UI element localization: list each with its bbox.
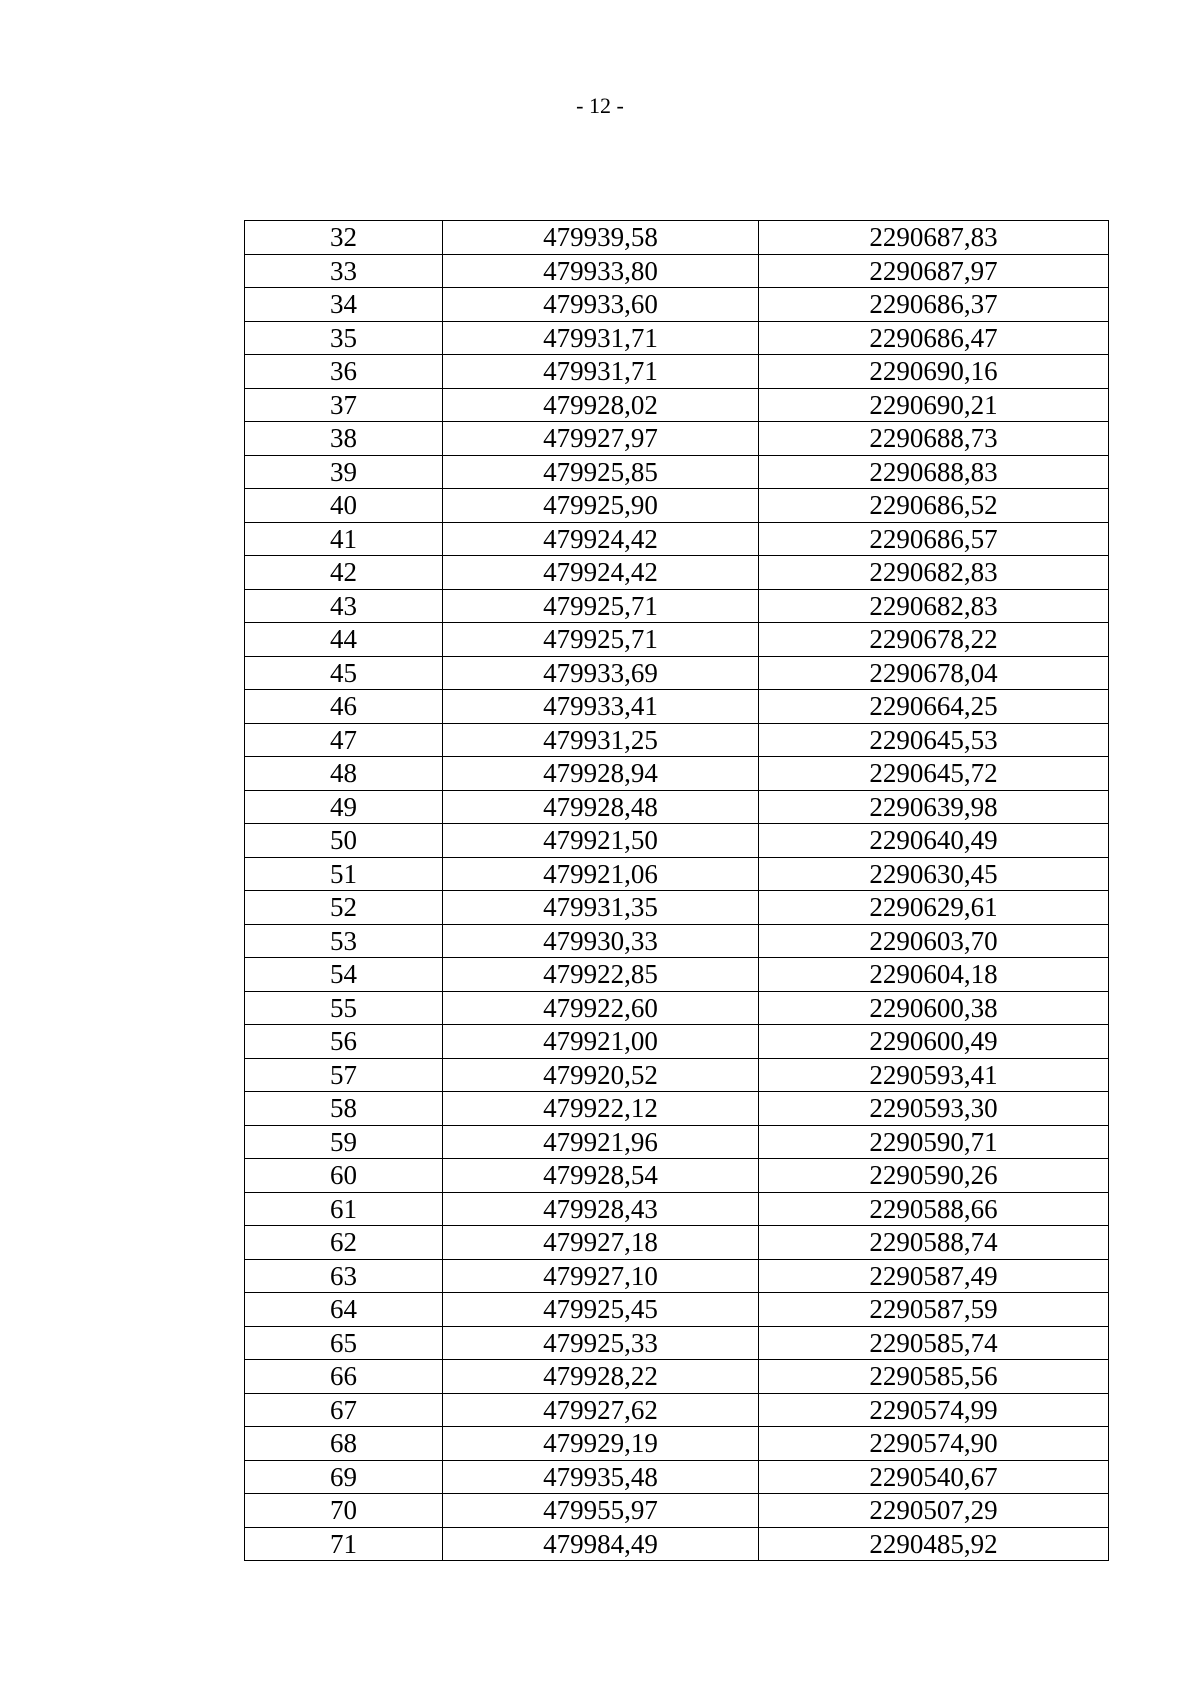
x-coordinate-cell: 479935,48: [443, 1460, 759, 1494]
y-coordinate-cell: 2290507,29: [759, 1494, 1109, 1528]
y-coordinate-cell: 2290645,53: [759, 723, 1109, 757]
x-coordinate-cell: 479925,33: [443, 1326, 759, 1360]
table-row: [245, 355, 1109, 389]
x-coordinate-cell: 479927,62: [443, 1393, 759, 1427]
point-number-cell: 69: [245, 1460, 443, 1494]
x-coordinate-cell: 479921,96: [443, 1125, 759, 1159]
x-coordinate-cell: 479933,69: [443, 656, 759, 690]
x-coordinate-cell: 479922,12: [443, 1092, 759, 1126]
y-coordinate-cell: 2290574,99: [759, 1393, 1109, 1427]
y-coordinate-cell: 2290587,59: [759, 1293, 1109, 1327]
x-coordinate-cell: 479928,48: [443, 790, 759, 824]
point-number-cell: 62: [245, 1226, 443, 1260]
point-number-cell: 64: [245, 1293, 443, 1327]
x-coordinate-cell: 479921,50: [443, 824, 759, 858]
y-coordinate-cell: 2290690,16: [759, 355, 1109, 389]
y-coordinate-cell: 2290603,70: [759, 924, 1109, 958]
table-row: [245, 1025, 1109, 1059]
table-row: [245, 991, 1109, 1025]
y-coordinate-cell: 2290600,49: [759, 1025, 1109, 1059]
x-coordinate-cell: 479928,94: [443, 757, 759, 791]
table-row: [245, 1226, 1109, 1260]
table-row: [245, 489, 1109, 523]
point-number-cell: 47: [245, 723, 443, 757]
y-coordinate-cell: 2290600,38: [759, 991, 1109, 1025]
point-number-cell: 32: [245, 221, 443, 255]
point-number-cell: 51: [245, 857, 443, 891]
point-number-cell: 41: [245, 522, 443, 556]
point-number-cell: 61: [245, 1192, 443, 1226]
x-coordinate-cell: 479924,42: [443, 556, 759, 590]
table-row: [245, 288, 1109, 322]
point-number-cell: 66: [245, 1360, 443, 1394]
table-row: [245, 1527, 1109, 1561]
point-number-cell: 38: [245, 422, 443, 456]
table-row: [245, 723, 1109, 757]
table-row: [245, 1092, 1109, 1126]
point-number-cell: 53: [245, 924, 443, 958]
point-number-cell: 37: [245, 388, 443, 422]
y-coordinate-cell: 2290688,83: [759, 455, 1109, 489]
table-row: [245, 321, 1109, 355]
point-number-cell: 58: [245, 1092, 443, 1126]
table-row: [245, 623, 1109, 657]
x-coordinate-cell: 479931,25: [443, 723, 759, 757]
y-coordinate-cell: 2290687,83: [759, 221, 1109, 255]
x-coordinate-cell: 479925,71: [443, 623, 759, 657]
x-coordinate-cell: 479921,06: [443, 857, 759, 891]
table-row: [245, 455, 1109, 489]
table-row: [245, 1494, 1109, 1528]
x-coordinate-cell: 479928,43: [443, 1192, 759, 1226]
point-number-cell: 54: [245, 958, 443, 992]
y-coordinate-cell: 2290686,47: [759, 321, 1109, 355]
y-coordinate-cell: 2290585,56: [759, 1360, 1109, 1394]
y-coordinate-cell: 2290639,98: [759, 790, 1109, 824]
point-number-cell: 33: [245, 254, 443, 288]
x-coordinate-cell: 479927,18: [443, 1226, 759, 1260]
x-coordinate-cell: 479925,71: [443, 589, 759, 623]
table-row: [245, 388, 1109, 422]
table-row: [245, 1360, 1109, 1394]
table-row: [245, 221, 1109, 255]
y-coordinate-cell: 2290690,21: [759, 388, 1109, 422]
x-coordinate-cell: 479920,52: [443, 1058, 759, 1092]
table-row: [245, 1393, 1109, 1427]
table-row: [245, 958, 1109, 992]
point-number-cell: 56: [245, 1025, 443, 1059]
point-number-cell: 35: [245, 321, 443, 355]
y-coordinate-cell: 2290540,67: [759, 1460, 1109, 1494]
x-coordinate-cell: 479933,80: [443, 254, 759, 288]
table-row: [245, 857, 1109, 891]
y-coordinate-cell: 2290645,72: [759, 757, 1109, 791]
table-row: [245, 1259, 1109, 1293]
x-coordinate-cell: 479921,00: [443, 1025, 759, 1059]
coordinates-table-body: [245, 221, 1109, 1561]
y-coordinate-cell: 2290664,25: [759, 690, 1109, 724]
y-coordinate-cell: 2290678,22: [759, 623, 1109, 657]
point-number-cell: 63: [245, 1259, 443, 1293]
point-number-cell: 40: [245, 489, 443, 523]
x-coordinate-cell: 479928,54: [443, 1159, 759, 1193]
y-coordinate-cell: 2290629,61: [759, 891, 1109, 925]
point-number-cell: 34: [245, 288, 443, 322]
y-coordinate-cell: 2290587,49: [759, 1259, 1109, 1293]
table-row: [245, 1326, 1109, 1360]
x-coordinate-cell: 479933,41: [443, 690, 759, 724]
y-coordinate-cell: 2290682,83: [759, 556, 1109, 590]
y-coordinate-cell: 2290678,04: [759, 656, 1109, 690]
table-row: [245, 824, 1109, 858]
x-coordinate-cell: 479929,19: [443, 1427, 759, 1461]
table-row: [245, 924, 1109, 958]
y-coordinate-cell: 2290593,41: [759, 1058, 1109, 1092]
x-coordinate-cell: 479931,71: [443, 321, 759, 355]
table-row: [245, 656, 1109, 690]
table-row: [245, 891, 1109, 925]
point-number-cell: 70: [245, 1494, 443, 1528]
point-number-cell: 39: [245, 455, 443, 489]
table-row: [245, 1159, 1109, 1193]
x-coordinate-cell: 479928,22: [443, 1360, 759, 1394]
y-coordinate-cell: 2290590,26: [759, 1159, 1109, 1193]
point-number-cell: 59: [245, 1125, 443, 1159]
x-coordinate-cell: 479955,97: [443, 1494, 759, 1528]
table-row: [245, 1192, 1109, 1226]
point-number-cell: 71: [245, 1527, 443, 1561]
table-row: [245, 790, 1109, 824]
y-coordinate-cell: 2290686,57: [759, 522, 1109, 556]
y-coordinate-cell: 2290574,90: [759, 1427, 1109, 1461]
y-coordinate-cell: 2290593,30: [759, 1092, 1109, 1126]
x-coordinate-cell: 479931,71: [443, 355, 759, 389]
table-row: [245, 522, 1109, 556]
y-coordinate-cell: 2290682,83: [759, 589, 1109, 623]
x-coordinate-cell: 479984,49: [443, 1527, 759, 1561]
x-coordinate-cell: 479922,85: [443, 958, 759, 992]
x-coordinate-cell: 479939,58: [443, 221, 759, 255]
table-row: [245, 1293, 1109, 1327]
x-coordinate-cell: 479927,10: [443, 1259, 759, 1293]
y-coordinate-cell: 2290604,18: [759, 958, 1109, 992]
x-coordinate-cell: 479925,85: [443, 455, 759, 489]
table-row: [245, 1125, 1109, 1159]
x-coordinate-cell: 479924,42: [443, 522, 759, 556]
point-number-cell: 60: [245, 1159, 443, 1193]
page-number: - 12 -: [576, 93, 624, 118]
point-number-cell: 36: [245, 355, 443, 389]
y-coordinate-cell: 2290585,74: [759, 1326, 1109, 1360]
y-coordinate-cell: 2290686,52: [759, 489, 1109, 523]
y-coordinate-cell: 2290640,49: [759, 824, 1109, 858]
table-row: [245, 422, 1109, 456]
table-row: [245, 690, 1109, 724]
table-row: [245, 757, 1109, 791]
point-number-cell: 55: [245, 991, 443, 1025]
point-number-cell: 44: [245, 623, 443, 657]
table-row: [245, 1460, 1109, 1494]
table-row: [245, 1427, 1109, 1461]
y-coordinate-cell: 2290630,45: [759, 857, 1109, 891]
y-coordinate-cell: 2290590,71: [759, 1125, 1109, 1159]
point-number-cell: 68: [245, 1427, 443, 1461]
y-coordinate-cell: 2290485,92: [759, 1527, 1109, 1561]
y-coordinate-cell: 2290686,37: [759, 288, 1109, 322]
x-coordinate-cell: 479927,97: [443, 422, 759, 456]
point-number-cell: 49: [245, 790, 443, 824]
point-number-cell: 50: [245, 824, 443, 858]
point-number-cell: 43: [245, 589, 443, 623]
point-number-cell: 42: [245, 556, 443, 590]
point-number-cell: 67: [245, 1393, 443, 1427]
x-coordinate-cell: 479933,60: [443, 288, 759, 322]
x-coordinate-cell: 479928,02: [443, 388, 759, 422]
point-number-cell: 46: [245, 690, 443, 724]
x-coordinate-cell: 479925,90: [443, 489, 759, 523]
y-coordinate-cell: 2290687,97: [759, 254, 1109, 288]
point-number-cell: 65: [245, 1326, 443, 1360]
coordinates-table: [244, 220, 1109, 1561]
x-coordinate-cell: 479930,33: [443, 924, 759, 958]
y-coordinate-cell: 2290588,66: [759, 1192, 1109, 1226]
x-coordinate-cell: 479931,35: [443, 891, 759, 925]
point-number-cell: 45: [245, 656, 443, 690]
table-row: [245, 254, 1109, 288]
y-coordinate-cell: 2290688,73: [759, 422, 1109, 456]
table-row: [245, 1058, 1109, 1092]
point-number-cell: 57: [245, 1058, 443, 1092]
table-row: [245, 589, 1109, 623]
x-coordinate-cell: 479925,45: [443, 1293, 759, 1327]
point-number-cell: 52: [245, 891, 443, 925]
y-coordinate-cell: 2290588,74: [759, 1226, 1109, 1260]
x-coordinate-cell: 479922,60: [443, 991, 759, 1025]
table-row: [245, 556, 1109, 590]
point-number-cell: 48: [245, 757, 443, 791]
